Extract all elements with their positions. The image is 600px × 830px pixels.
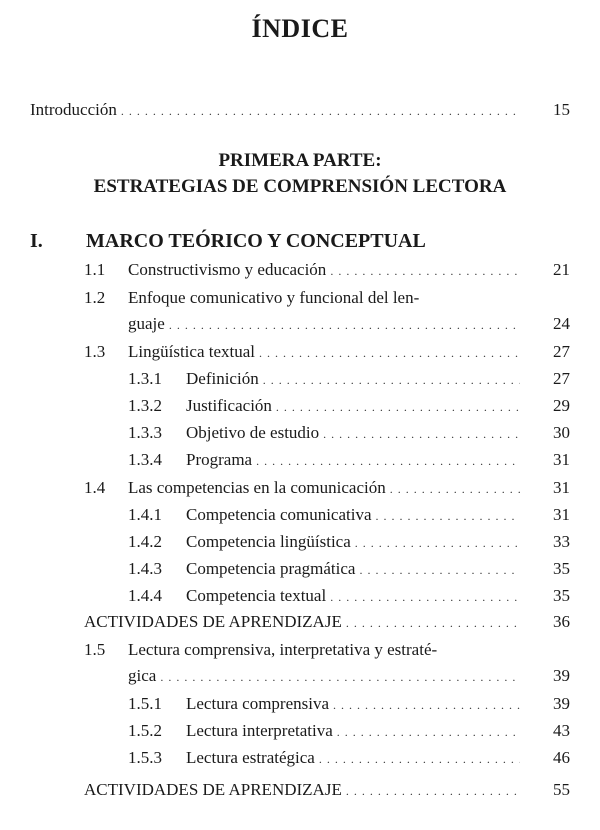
toc-entry-label-line1: Lectura comprensiva, interpretativa y estraté- (128, 640, 438, 659)
toc-entry-label: Definición (186, 369, 259, 388)
toc-entry-1-2-line1 (84, 286, 419, 310)
toc-entry-1-3-4 (128, 448, 570, 472)
toc-entry-label: ACTIVIDADES DE APRENDIZAJE (84, 612, 342, 631)
toc-entry-number: 1.4.2 (128, 532, 162, 551)
toc-entry-1-4-3 (128, 557, 570, 581)
toc-entry-label: Constructivismo y educación (128, 260, 327, 279)
toc-entry-page: 35 (553, 586, 570, 605)
leader-dots (337, 720, 520, 744)
toc-entry-page: 29 (553, 396, 570, 415)
toc-entry-number: 1.4 (84, 478, 106, 497)
toc-entry-1-4-1 (128, 503, 570, 527)
toc-entry-1-5 (128, 664, 570, 688)
toc-entry-label: Competencia comunicativa (186, 505, 372, 524)
toc-entry-number: 1.4.1 (128, 505, 162, 524)
leader-dots (346, 611, 520, 635)
leader-dots (355, 531, 520, 555)
part-heading-line2: ESTRATEGIAS DE COMPRENSIÓN LECTORA (93, 176, 507, 197)
toc-entry-actividades-1 (84, 610, 570, 634)
toc-entry-label: ACTIVIDADES DE APRENDIZAJE (84, 780, 342, 799)
toc-entry-1-1 (84, 258, 570, 282)
toc-entry-1-5-3 (128, 746, 570, 770)
toc-entry-page: 35 (553, 559, 570, 578)
toc-entry-number: 1.5.1 (128, 694, 162, 713)
leader-dots (121, 99, 520, 123)
toc-entry-number: 1.2 (84, 288, 106, 307)
toc-entry-label: Competencia textual (186, 586, 327, 605)
toc-entry-1-3-2 (128, 394, 570, 418)
toc-entry-number: 1.3.3 (128, 423, 162, 442)
toc-entry-page: 33 (553, 532, 570, 551)
toc-entry-label: Introducción (30, 100, 117, 119)
toc-entry-1-4-4 (128, 584, 570, 608)
toc-entry-number: 1.1 (84, 260, 106, 279)
toc-entry-page: 24 (553, 314, 570, 333)
toc-entry-number: 1.4.4 (128, 586, 162, 605)
page-title: ÍNDICE (251, 14, 349, 43)
toc-entry-number: 1.4.3 (128, 559, 162, 578)
toc-entry-label: Competencia pragmática (186, 559, 356, 578)
toc-entry-label: Lingüística textual (128, 342, 255, 361)
toc-entry-number: 1.5.3 (128, 748, 162, 767)
part-heading-line1: PRIMERA PARTE: (218, 150, 382, 171)
leader-dots (323, 422, 520, 446)
toc-entry-page: 36 (553, 612, 570, 631)
toc-entry-1-2 (128, 312, 570, 336)
toc-entry-page: 55 (553, 780, 570, 799)
leader-dots (319, 747, 520, 771)
leader-dots (333, 693, 520, 717)
toc-entry-page: 15 (553, 100, 570, 119)
toc-entry-label: Competencia lingüística (186, 532, 351, 551)
leader-dots (346, 779, 520, 803)
toc-entry-1-3-1 (128, 367, 570, 391)
toc-entry-label-line1: Enfoque comunicativo y funcional del len- (128, 288, 420, 307)
toc-entry-label: Justificación (186, 396, 272, 415)
toc-entry-page: 21 (553, 260, 570, 279)
toc-entry-page: 27 (553, 342, 570, 361)
toc-entry-label-line2: gica (128, 666, 157, 685)
chapter-title: MARCO TEÓRICO Y CONCEPTUAL (86, 230, 426, 252)
toc-entry-number: 1.5 (84, 640, 106, 659)
toc-entry-number: 1.3.1 (128, 369, 162, 388)
toc-entry-1-5-line1 (84, 638, 437, 662)
toc-entry-page: 46 (553, 748, 570, 767)
leader-dots (259, 341, 520, 365)
toc-entry-page: 39 (553, 694, 570, 713)
toc-entry-number: 1.3.4 (128, 450, 162, 469)
chapter-number: I. (30, 230, 43, 252)
toc-entry-label-line2: guaje (128, 314, 165, 333)
toc-entry-page: 43 (553, 721, 570, 740)
toc-entry-introduccion (30, 98, 570, 122)
toc-entry-label: Lectura estratégica (186, 748, 315, 767)
toc-entry-number: 1.3 (84, 342, 106, 361)
toc-entry-1-3 (84, 340, 570, 364)
leader-dots (169, 313, 520, 337)
leader-dots (376, 504, 520, 528)
toc-entry-1-5-1 (128, 692, 570, 716)
toc-entry-actividades-2 (84, 778, 570, 802)
leader-dots (256, 449, 520, 473)
toc-entry-page: 39 (553, 666, 570, 685)
toc-entry-page: 27 (553, 369, 570, 388)
leader-dots (263, 368, 520, 392)
leader-dots (330, 259, 520, 283)
leader-dots (160, 665, 520, 689)
toc-entry-number: 1.5.2 (128, 721, 162, 740)
leader-dots (276, 395, 520, 419)
toc-entry-1-5-2 (128, 719, 570, 743)
toc-entry-page: 31 (553, 450, 570, 469)
toc-entry-page: 31 (553, 505, 570, 524)
toc-entry-label: Lectura comprensiva (186, 694, 330, 713)
leader-dots (359, 558, 520, 582)
toc-entry-label: Lectura interpretativa (186, 721, 333, 740)
toc-entry-label: Las competencias en la comunicación (128, 478, 386, 497)
toc-entry-label: Programa (186, 450, 253, 469)
toc-entry-1-4-2 (128, 530, 570, 554)
toc-entry-1-4 (84, 476, 570, 500)
toc-entry-label: Objetivo de estudio (186, 423, 320, 442)
leader-dots (330, 585, 520, 609)
toc-entry-1-3-3 (128, 421, 570, 445)
leader-dots (390, 477, 520, 501)
toc-entry-page: 31 (553, 478, 570, 497)
chapter-heading (30, 230, 426, 253)
toc-entry-page: 30 (553, 423, 570, 442)
toc-entry-number: 1.3.2 (128, 396, 162, 415)
